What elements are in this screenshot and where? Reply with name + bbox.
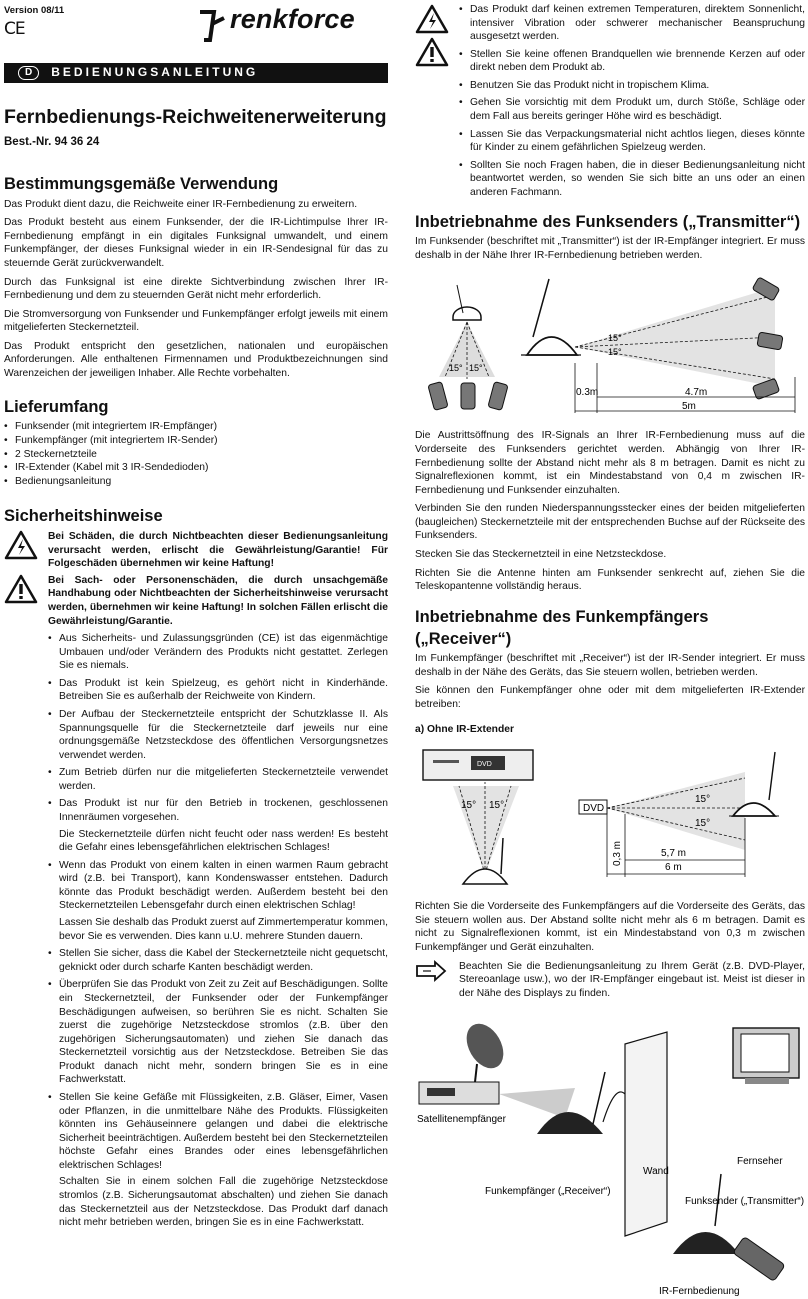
intended-use-heading: Bestimmungsgemäße Verwendung [4,174,279,193]
list-item: • Sollten Sie noch Fragen haben, die in dieser Bedienungsanleitung nicht beantwortet werden, so wenden Sie sich bitte an uns oder an einen anderen Fachmann. [459,159,805,200]
manual-label: BEDIENUNGSANLEITUNG [51,65,259,80]
list-item: • Überprüfen Sie das Produkt von Zeit zu Zeit auf Beschädigungen. Sollte ein Steckernetzteil, der Funksender oder der Funkempfänger Beschädigungen aufweisen, so berühren Sie es nicht. Schalten Sie zuerst die zugehörige Netzsteckdose stromlos (z.B. über den zugehörigen Sicherungsautomaten) und ziehen Sie danach das Steckernetzteil vorsichtig aus der Netzsteckdose. Betreiben Sie das Produkt danach nicht mehr, sondern bringen Sie es in eine Fachwerkstatt. [48,978,388,1087]
scene-label: Satellitenempfänger [417,1114,506,1126]
transmitter-top-icon [453,285,481,320]
paragraph: Im Funkempfänger (beschriftet mit „Receiver“) ist der IR-Sender integriert. Er muss deshalb in der Nähe des Geräts, das Sie steuern wollen, betrieben werden. [415,653,805,678]
warning-block-1 [4,530,388,571]
device-label: DVD [477,761,492,769]
list-item: • Stellen Sie keine Gefäße mit Flüssigkeiten, z.B. Gläser, Eimer, Vasen oder Pflanzen, in die unmittelbare Nähe des Produkts. Flüssigkeiten könnten ins Gehäuseinnere gelangen und dabei die elektrische Sicherheit beeinträchtigen. Außerdem besteht bei den Steckernetzteilen höchste Gefahr eines Brandes oder eines lebensgefährlichen elektrischen Schlages! Schalten Sie in einem solchen Fall die zugehörige Netzsteckdose stromlos (z.B. Sicherungsautomat abschalten) und ziehen Sie danach das Steckernetzteil aus der Netzsteckdose. Das Produkt darf danach nicht mehr betrieben werden, bringen Sie es in eine Fachwerkstatt. [48,1091,388,1230]
list-item: • Lassen Sie das Verpackungsmaterial nicht achtlos liegen, dieses könnte für Kinder zu einem gefährlichen Spielzeug werden. [459,128,805,155]
distance-label: 4.7m [685,387,708,399]
paragraph: Sie können den Funkempfänger ohne oder mit dem mitgelieferten IR-Extender betreiben: [415,685,805,711]
transmitter-device-icon [673,1174,739,1254]
list-item: • 2 Steckernetzteile [4,448,388,462]
list-item: • Funkempfänger (mit integriertem IR-Sender) [4,434,388,448]
scene-label: Funksender („Transmitter“) [685,1196,805,1208]
warning-block-2 [4,574,388,628]
exclamation-warning-icon [415,37,449,67]
header [4,4,388,50]
order-number: Best.-Nr. 94 36 24 [4,135,100,148]
angle-label: 15° [449,363,463,374]
language-bar [4,63,388,83]
safety-list-continued [459,3,805,200]
dvd-box-icon [579,800,607,814]
note-text: Beachten Sie die Bedienungsanleitung zu Ihrem Gerät (z.B. DVD-Player, Stereoanlage usw.), wo der IR-Empfänger eingebaut ist. Meist ist dieser in der Nähe des Displays zu finden. [459,960,805,999]
list-item-note: Lassen Sie deshalb das Produkt zuerst auf Zimmertemperatur kommen, bevor Sie es verwenden. Dies kann u.U. mehrere Stunden dauern. [59,917,388,942]
paragraph: Das Produkt entspricht den gesetzlichen, nationalen und europäischen Anforderungen. Alle enthaltenen Firmennamen und Produktbezeichnungen sind Warenzeichen der jeweiligen Inhaber. Alle Rechte vorbehalten. [4,340,388,380]
remote-control-icon [733,1237,785,1282]
lightning-warning-icon [415,4,449,34]
angle-label: 15° [695,794,711,806]
list-item: • Zum Betrieb dürfen nur die mitgelieferten Steckernetzteile verwendet werden. [48,766,388,793]
paragraph: Die Stromversorgung von Funksender und Funkempfänger erfolgt jeweils mit einem mitgelieferten Steckernetzteil. [4,308,388,334]
satellite-receiver-icon [419,1082,499,1104]
paragraph: Das Produkt dient dazu, die Reichweite einer IR-Fernbedienung zu erweitern. [4,198,358,210]
safety-list [48,632,388,1230]
language-badge: D [18,66,39,80]
distance-label: 0.3m [576,387,599,399]
satellite-dish-icon [459,1017,511,1082]
angle-label: 15° [695,818,711,830]
angle-label: 15° [461,800,477,812]
device-label: DVD [583,803,605,815]
list-item: • Benutzen Sie das Produkt nicht in tropischem Klima. [459,79,805,93]
paragraph: Verbinden Sie den runden Niederspannungsstecker eines der beiden mitgelieferten (baugleichen) Steckernetzteile mit der entsprechenden Buchse auf der Rückseite des Funksenders. [415,503,805,542]
list-item: • Das Produkt ist nur für den Betrieb in trockenen, geschlossenen Innenräumen vorgesehen. Die Steckernetzteile dürfen nicht feucht oder nass werden! Es besteht die Gefahr eines lebensgefährlichen elektrischen Schlages! [48,797,388,854]
distance-label: 5,7 m [661,848,687,860]
transmitter-side-icon [521,279,581,355]
note-block [415,960,805,1001]
distance-label: 0,3 m [612,841,623,867]
list-item: • Stellen Sie keine offenen Brandquellen wie brennende Kerzen auf oder direkt neben dem Produkt ab. [459,48,805,75]
intended-use-section [4,198,388,381]
list-item: • Das Produkt darf keinen extremen Temperaturen, direktem Sonnenlicht, intensiver Vibration oder schwerer mechanischer Beanspruchung ausgesetzt werden. [459,3,805,44]
scene-label: IR-Fernbedienung [659,1286,740,1298]
list-item-note: Schalten Sie in einem solchen Fall die zugehörige Netzsteckdose stromlos (z.B. Sicherungsautomat abschalten) und ziehen Sie danach das Steckernetzteil aus der Netzsteckdose. Das Produkt darf danach nicht mehr betrieben werden, bringen Sie es in eine Fachwerkstatt. [59,1176,388,1229]
ce-mark: CE [4,19,25,39]
paragraph: Das Produkt besteht aus einem Funksender, der die IR-Lichtimpulse Ihrer IR-Fernbedienung empfängt in ein digitales Funksignal umwandelt, und einem Funkempfänger, der dieses Funksignal wieder in ein IR-Sendesignal für das zu steuernde Gerät zurückverwandelt. [4,217,388,269]
angle-label: 15° [608,347,622,358]
subheading: a) Ohne IR-Extender [415,723,514,735]
dvd-player-icon [423,750,533,780]
receiver-heading: Inbetriebnahme des Funkempfängers („Receiver“) [415,607,709,648]
list-item-note: Die Steckernetzteile dürfen nicht feucht oder nass werden! Es besteht die Gefahr eines lebensgefährlichen elektrischen Schlages! [59,828,388,854]
list-item: • Gehen Sie vorsichtig mit dem Produkt um, durch Stöße, Schläge oder dem Fall aus bereits geringer Höhe wird es beschädigt. [459,96,805,123]
list-item: • Das Produkt ist kein Spielzeug, es gehört nicht in Kinderhände. Betreiben Sie es außerhalb der Reichweite von Kindern. [48,677,388,704]
exclamation-warning-icon [4,574,38,604]
paragraph: Im Funksender (beschriftet mit „Transmitter“) ist der IR-Empfänger integriert. Er muss deshalb in der Nähe Ihrer IR-Fernbedienung betrieben werden. [415,236,805,261]
paragraph: Die Austrittsöffnung des IR-Signals an Ihrer IR-Fernbedienung muss auf die Vorderseite des Funksenders gerichtet werden. Abhängig von Ihrer IR-Fernbedienung sollte der Abstand nicht mehr als 8 m betragen. Damit es nicht zu Signalreflexionen kommt, ist ein Mindestabstand von 0,4 m zwischen IR-Fernbedienung und Funksender einzuhalten. [415,430,805,496]
renkforce-logo-icon [196,10,226,42]
remote-control-icon [428,382,448,411]
scene-label: Fernseher [737,1156,783,1168]
transmitter-range-diagram [415,267,805,417]
list-item: • Stellen Sie sicher, dass die Kabel der Steckernetzteile nicht gequetscht, geknickt oder durch scharfe Kanten beschädigt werden. [48,947,388,974]
distance-label: 5m [682,401,696,413]
safety-heading: Sicherheitshinweise [4,507,163,526]
angle-label: 15° [489,800,505,812]
list-item: • Aus Sicherheits- und Zulassungsgründen (CE) ist das eigenmächtige Umbauen und/oder Verändern des Produkts nicht gestattet. Zerlegen Sie es niemals. [48,632,388,673]
distance-label: 6 m [665,862,682,874]
scope-list [4,420,388,488]
list-item: • Funksender (mit integriertem IR-Empfänger) [4,420,388,434]
television-icon [733,1028,799,1084]
scope-heading: Lieferumfang [4,397,109,416]
list-item: • IR-Extender (Kabel mit 3 IR-Sendedioden) [4,461,388,475]
right-warning-block [415,3,805,200]
pointing-hand-icon [415,960,449,982]
left-column [0,0,392,1235]
list-item: • Wenn das Produkt von einem kalten in einen warmen Raum gebracht wird (z.B. bei Transport), kann Kondenswasser entstehen. Dadurch könnte das Produkt beschädigt werden. Außerdem besteht bei den Steckernetzteilen Lebensgefahr durch einen elektrischen Schlag! Lassen Sie deshalb das Produkt zuerst auf Zimmertemperatur kommen, bevor Sie es verwenden. Dies kann u.U. mehrere Stunden dauern. [48,859,388,943]
warning-text: Bei Sach- oder Personenschäden, die durch unsachgemäße Handhabung oder Nichtbeachten der Sicherheitshinweise verursacht werden, übernehmen wir keine Haftung! In solchen Fällen erlischt die Gewährleistung/Garantie. [48,574,388,627]
brand-logo: renkforce [230,4,355,34]
list-item: • Der Aufbau der Steckernetzteile entspricht der Schutzklasse II. Als Spannungsquelle für die Steckernetzteile darf jeweils nur eine ordnungsgemäße Netzsteckdose des öffentlichen Versorgungsnetzes verwendet werden. [48,708,388,762]
scene-label: Wand [643,1166,669,1178]
paragraph: Stecken Sie das Steckernetzteil in eine Netzsteckdose. [415,549,667,561]
list-item: • Bedienungsanleitung [4,475,388,489]
warning-text: Bei Schäden, die durch Nichtbeachten dieser Bedienungsanleitung verursacht werden, erlischt die Gewährleistung/Garantie! Für Folgeschäden übernehmen wir keine Haftung! [48,531,388,570]
receiver-range-diagram [415,742,805,887]
remote-control-icon [461,383,475,409]
remote-control-icon [488,382,508,411]
version-label: Version 08/11 [4,5,65,16]
lightning-warning-icon [4,530,38,560]
paragraph: Richten Sie die Vorderseite des Funkempfängers auf die Vorderseite des Geräts, das Sie steuern wollen aus. Der Abstand sollte nicht mehr als 6 m betragen. Damit es nicht zu Signalreflexionen kommt, ist ein Mindestabstand von 0,3 m zwischen Funkempfänger und Gerät einzuhalten. [415,901,805,953]
paragraph: Richten Sie die Antenne hinten am Funksender senkrecht auf, ziehen Sie die Teleskopantenne vollständig heraus. [415,567,805,593]
paragraph: Durch das Funksignal ist eine direkte Sichtverbindung zwischen Ihrer IR-Fernbedienung und dem zu steuernden Gerät nicht mehr erforderlich. [4,276,388,302]
right-column [415,0,805,1299]
angle-label: 15° [608,333,622,344]
transmitter-paragraphs [415,429,805,593]
angle-label: 15° [469,363,483,374]
transmitter-heading: Inbetriebnahme des Funksenders („Transmitter“) [415,212,801,231]
setup-scene-illustration [415,1014,805,1299]
scene-label: Funkempfänger („Receiver“) [485,1186,611,1198]
product-title: Fernbedienungs-Reichweitenerweiterung [4,106,387,128]
